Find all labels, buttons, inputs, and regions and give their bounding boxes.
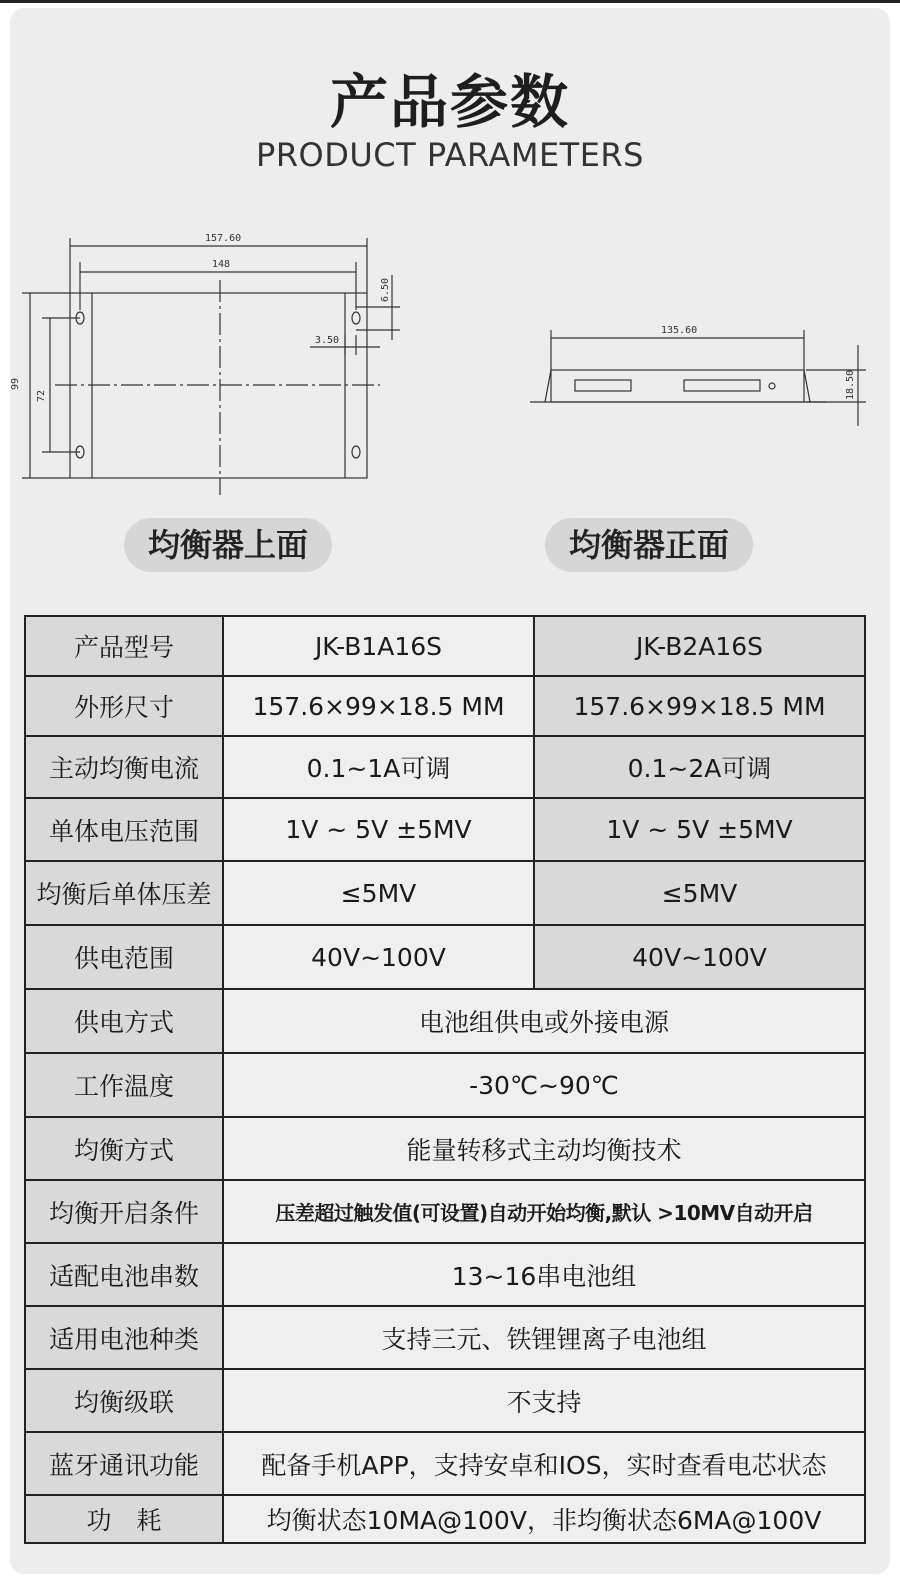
row-value: 支持三元、铁锂锂离子电池组 <box>223 1306 865 1369</box>
row-label: 供电范围 <box>25 925 223 989</box>
row-value: 均衡状态10MA@100V，非均衡状态6MA@100V <box>223 1495 865 1543</box>
row-label: 产品型号 <box>25 616 223 676</box>
value-model-1: 40V~100V <box>223 925 534 989</box>
dim-hole-offset: 3.50 <box>315 335 340 346</box>
table-row <box>25 736 865 798</box>
dim-edge-offset: 6.50 <box>380 277 391 302</box>
dim-height: 99 <box>10 377 21 390</box>
table-row <box>25 1432 865 1495</box>
model-1: JK-B1A16S <box>223 616 534 676</box>
front-view-outline <box>551 370 804 402</box>
row-label: 均衡开启条件 <box>25 1180 223 1243</box>
value-model-1: 0.1~1A可调 <box>223 736 534 798</box>
dimension-drawing <box>0 220 900 510</box>
table-row <box>25 1117 865 1180</box>
table-row <box>25 676 865 736</box>
top-rule <box>0 0 900 3</box>
table-row <box>25 1243 865 1306</box>
table-row <box>25 616 865 676</box>
mount-hole <box>352 446 360 458</box>
top-view-drawing <box>22 238 400 495</box>
table-row <box>25 861 865 925</box>
row-value: 不支持 <box>223 1369 865 1432</box>
front-view-drawing <box>530 330 866 426</box>
mount-hole <box>352 312 360 324</box>
table-row <box>25 1306 865 1369</box>
value-model-1: 1V ~ 5V ±5MV <box>223 798 534 861</box>
table-row <box>25 1495 865 1543</box>
table-row <box>25 989 865 1053</box>
label-top-view: 均衡器上面 <box>124 518 332 572</box>
row-label: 均衡级联 <box>25 1369 223 1432</box>
row-label: 蓝牙通讯功能 <box>25 1432 223 1495</box>
value-model-1: 157.6×99×18.5 MM <box>223 676 534 736</box>
table-row <box>25 798 865 861</box>
dim-hole-spacing: 148 <box>212 259 231 270</box>
page-subtitle: PRODUCT PARAMETERS <box>256 136 644 174</box>
label-front-view: 均衡器正面 <box>545 518 753 572</box>
connector-right <box>684 380 760 391</box>
parameter-table <box>24 615 866 1544</box>
row-label: 外形尺寸 <box>25 676 223 736</box>
row-label: 适配电池串数 <box>25 1243 223 1306</box>
row-label: 功 耗 <box>25 1495 223 1543</box>
row-value: 13~16串电池组 <box>223 1243 865 1306</box>
value-model-2: 1V ~ 5V ±5MV <box>534 798 865 861</box>
row-value: 能量转移式主动均衡技术 <box>223 1117 865 1180</box>
indicator-hole <box>769 383 775 389</box>
row-value: 压差超过触发值(可设置)自动开始均衡,默认 >10MV自动开启 <box>223 1180 865 1243</box>
row-value: -30℃~90℃ <box>223 1053 865 1117</box>
row-label: 主动均衡电流 <box>25 736 223 798</box>
page-title: 产品参数 <box>329 68 570 136</box>
row-label: 适用电池种类 <box>25 1306 223 1369</box>
value-model-1: ≤5MV <box>223 861 534 925</box>
connector-left <box>575 380 631 391</box>
row-value: 配备手机APP，支持安卓和IOS，实时查看电芯状态 <box>223 1432 865 1495</box>
dim-overall-width: 157.60 <box>205 233 242 244</box>
table-row <box>25 1180 865 1243</box>
value-model-2: 0.1~2A可调 <box>534 736 865 798</box>
row-label: 供电方式 <box>25 989 223 1053</box>
dim-front-thickness: 18.50 <box>845 369 856 400</box>
table-row <box>25 925 865 989</box>
row-label: 工作温度 <box>25 1053 223 1117</box>
dim-front-width: 135.60 <box>661 325 698 336</box>
row-value: 电池组供电或外接电源 <box>223 989 865 1053</box>
row-label: 均衡后单体压差 <box>25 861 223 925</box>
value-model-2: 40V~100V <box>534 925 865 989</box>
value-model-2: ≤5MV <box>534 861 865 925</box>
dim-hole-vertical: 72 <box>36 389 47 402</box>
row-label: 单体电压范围 <box>25 798 223 861</box>
table-row <box>25 1053 865 1117</box>
row-label: 均衡方式 <box>25 1117 223 1180</box>
table-row <box>25 1369 865 1432</box>
model-2: JK-B2A16S <box>534 616 865 676</box>
value-model-2: 157.6×99×18.5 MM <box>534 676 865 736</box>
